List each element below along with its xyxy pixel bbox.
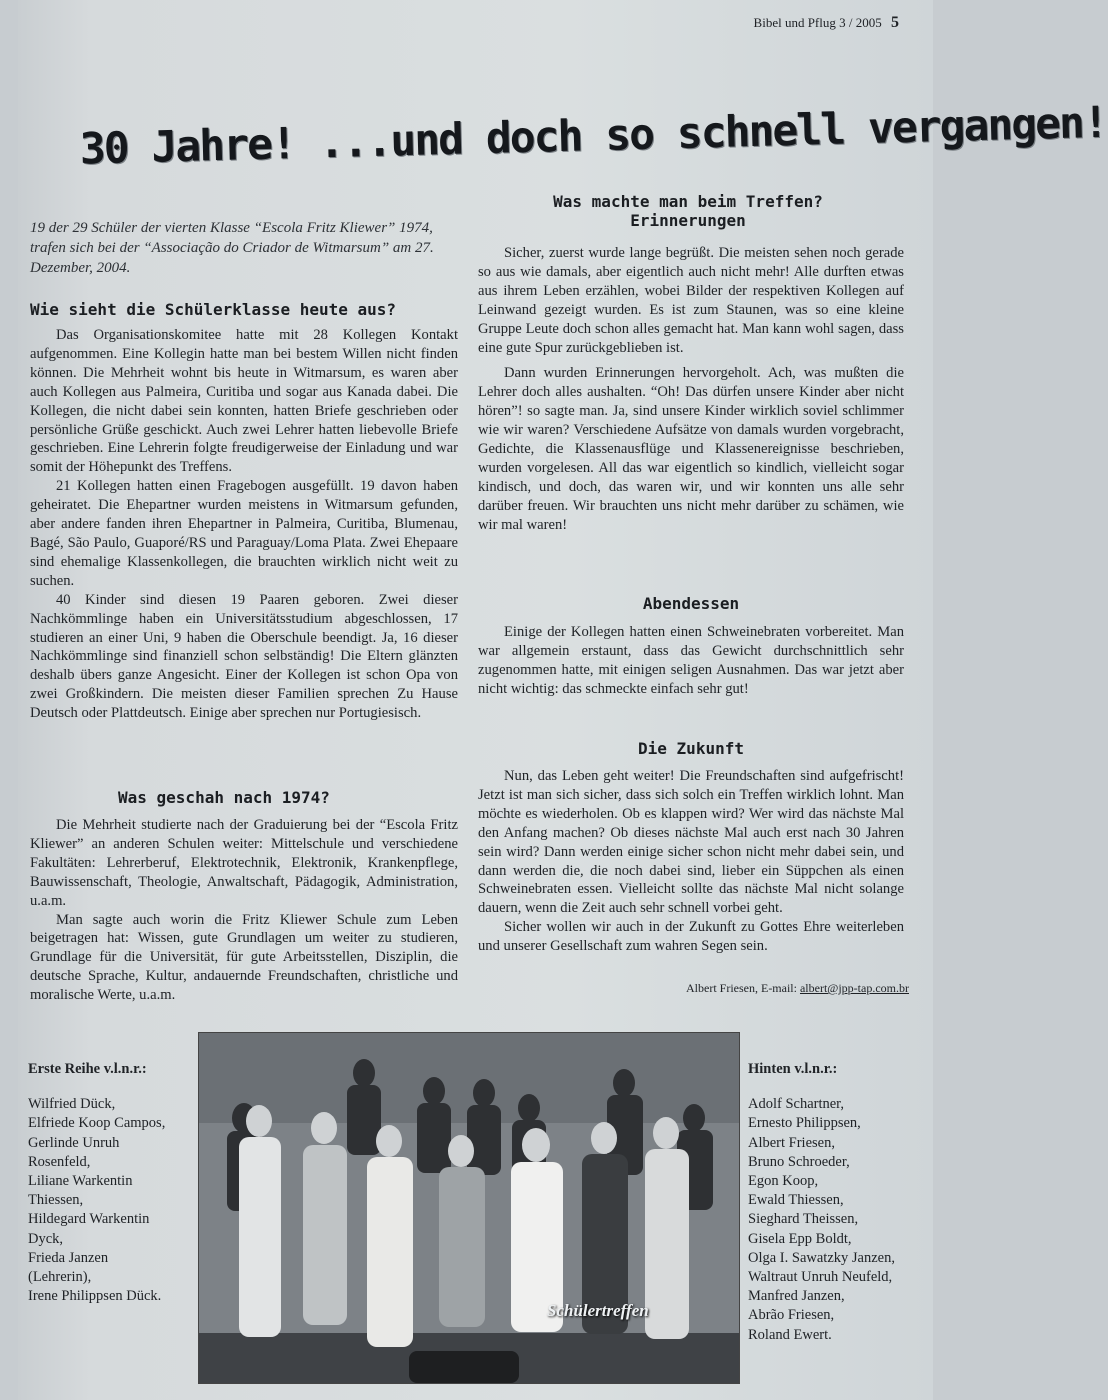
heading-line: Erinnerungen xyxy=(630,211,746,230)
left-column-part2 xyxy=(30,816,458,1005)
caption-front-row xyxy=(28,1060,165,1306)
paragraph: Nun, das Leben geht weiter! Die Freundschaften sind aufgefrischt! Jetzt ist man sich sicher, dass sich solch ein Treffen wirklich lohnt. Man möchte es wiederholen. Ob es klappen wird? Wer wird das nächste Mal den Anfang machen? Ob dieses nächste Mal auch erst nach 30 Jahren sein wird? Dann werden einige sicher schon nicht mehr dabei sein, und dann werden die, die noch dabei sind, lieber ein Süppchen als einen Schweinebraten essen. Vielleicht sollte das nächste Mal nicht solange dauern, wenn die Zeit auch sehr schnell vorbei geht. xyxy=(478,768,904,917)
caption-name: Manfred Janzen, xyxy=(748,1288,845,1305)
heading-meeting xyxy=(478,192,898,230)
heading-dinner: Abendessen xyxy=(642,594,740,613)
caption-name: Adolf Schartner, xyxy=(748,1096,845,1113)
caption-name: Waltraut Unruh Neufeld, xyxy=(748,1269,893,1286)
caption-name: Irene Philippsen Dück. xyxy=(28,1288,162,1305)
paragraph: Das Organisationskomitee hatte mit 28 Kollegen Kontakt aufgenommen. Eine Kollegin hatte man bei bestem Willen nicht finden können. Die Mehrheit wohnt bis heute in Witmarsum, es waren aber auch Kollegen aus Palmeira, Curitiba und sogar aus Kanada dabei. Die Kollegen, die nicht dabei sein konnten, hatten Briefe geschrieben oder persönliche Grüße geschickt. Auch zwei Lehrer hatten liebevolle Briefe geschrieben. Eine Lehrerin folgte freudigerweise der Einladung und war somit der Höhepunkt des Treffens. xyxy=(30,327,458,476)
name-list xyxy=(28,1095,165,1306)
caption-name: Bruno Schroeder, xyxy=(748,1153,850,1170)
name-list xyxy=(748,1095,895,1345)
caption-name: Hildegard Warkentin xyxy=(28,1211,150,1228)
author-signature xyxy=(686,981,909,996)
caption-name: Gerlinde Unruh xyxy=(28,1134,120,1151)
caption-name: Liliane Warkentin xyxy=(28,1173,133,1190)
heading-after-1974: Was geschah nach 1974? xyxy=(118,788,330,807)
author-name: Albert Friesen, E-mail: xyxy=(686,981,797,995)
paragraph: Man sagte auch worin die Fritz Kliewer Schule zum Leben beigetragen hat: Wissen, gute Grundlagen um weiter zu studieren, Grundlage für die Universität, für gute Arbeitsstellen, Disziplin, die deutsche Sprache, Kultur, andauernde Freundschaften, christliche und moralische Werte, u.a.m. xyxy=(30,911,458,1004)
caption-heading: Erste Reihe v.l.n.r.: xyxy=(28,1061,147,1077)
caption-name: Albert Friesen, xyxy=(748,1134,835,1151)
caption-name: Elfriede Koop Campos, xyxy=(28,1115,166,1132)
heading-line: Was machte man beim Treffen? xyxy=(553,192,823,211)
right-column-part3 xyxy=(478,767,904,956)
article-lead: 19 der 29 Schüler der vierten Klasse “Escola Fritz Kliewer” 1974, trafen sich bei der “Associação do Criador de Witmarsum” am 27. Dezember, 2004. xyxy=(30,220,434,276)
article-title: 30 Jahre! ...und doch so schnell vergangen! xyxy=(79,97,1108,175)
caption-heading: Hinten v.l.n.r.: xyxy=(748,1061,838,1077)
caption-name: Abrão Friesen, xyxy=(748,1307,835,1324)
right-column-part2 xyxy=(478,623,904,699)
caption-name: Sieghard Theissen, xyxy=(748,1211,859,1228)
paragraph: Dann wurden Erinnerungen hervorgeholt. Ach, was mußten die Lehrer doch alles aushalten. “Oh! Das dürfen unsere Kinder aber nicht hören”! so sagte man. Ja, sind unsere Kinder wirklich soviel schlimmer wie wir waren? Verschiedene Aufsätze von damals wurden vorgebracht, Gedichte, die Klassenausflüge und Klassenereignisse beschrieben, wurden vorgelesen. All das war eigentlich so kindlich, vielleicht sogar kindisch, und doch, das waren wir, und wir konnten uns alle sehr darüber freuen. Wir brauchten uns nicht mehr darüber zu schämen, wie wir mal waren! xyxy=(478,365,904,533)
caption-name: Wilfried Dück, xyxy=(28,1096,116,1113)
group-photo-illustration xyxy=(199,1033,739,1383)
caption-name: (Lehrerin), xyxy=(28,1269,92,1286)
magazine-name: Bibel und Pflug xyxy=(753,15,836,30)
issue-number: 3 / 2005 xyxy=(839,15,882,30)
caption-name: Frieda Janzen xyxy=(28,1249,109,1266)
heading-future: Die Zukunft xyxy=(638,739,744,758)
paragraph: Sicher, zuerst wurde lange begrüßt. Die meisten sehen noch gerade so aus wie damals, aber eigentlich auch nicht mehr! Alle durften etwas aus ihrem Leben erzählen, wobei Bilder der respektiven Kollegen auf Leinwand gezeigt wurden. Es ist zum Staunen, was so eine kleine Gruppe Leute doch schon alles gemacht hat. Man kann wohl sagen, dass eine gute Spur zurückgeblieben ist. xyxy=(478,245,904,356)
caption-name: Ernesto Philippsen, xyxy=(748,1115,861,1132)
caption-name: Thiessen, xyxy=(28,1192,84,1209)
right-column-part1 xyxy=(478,244,904,535)
paragraph: Die Mehrheit studierte nach der Graduierung bei der “Escola Fritz Kliewer” an anderen Schulen weiter: Mittelschule und verschiedene Fakultäten: Lehrerberuf, Elektrotechnik, Elektronik, Krankenpflege, Bauwissenschaft, Theologie, Anwaltschaft, Pädagogik, Administration, u.a.m. xyxy=(30,817,458,909)
caption-name: Dyck, xyxy=(28,1230,64,1247)
caption-name: Egon Koop, xyxy=(748,1173,819,1190)
caption-back-row xyxy=(748,1060,895,1345)
paragraph: Sicher wollen wir auch in der Zukunft zu Gottes Ehre weiterleben und unserer Gesellschaft zum wahren Segen sein. xyxy=(478,919,904,955)
caption-name: Rosenfeld, xyxy=(28,1153,91,1170)
page-number: 5 xyxy=(891,14,899,31)
photo-caption-label: Schülertreffen xyxy=(547,1301,649,1320)
heading-class-today: Wie sieht die Schülerklasse heute aus? xyxy=(30,300,397,319)
caption-name: Ewald Thiessen, xyxy=(748,1192,844,1209)
paragraph: Einige der Kollegen hatten einen Schweinebraten vorbereitet. Man war allgemein erstaunt, dass das Gewicht durchschnittlich sehr zugenommen hatte, mit einigen seligen Ausnahmen. Das war jetzt aber nicht wichtig: das schmeckte einfach sehr gut! xyxy=(478,624,904,697)
paragraph: 21 Kollegen hatten einen Fragebogen ausgefüllt. 19 davon haben geheiratet. Die Ehepartner wurden meistens in Witmarsum gefunden, aber andere fanden ihren Ehepartner in Palmeira, Curitiba, Blumenau, Bagé, São Paulo, Guaporé/RS und Paraguay/Loma Plata. Zwei Ehepaare sind ehemalige Klassenkollegen, die brauchten wirklich nicht weit zu suchen. xyxy=(30,478,458,589)
group-photo xyxy=(198,1032,740,1384)
caption-name: Gisela Epp Boldt, xyxy=(748,1230,852,1247)
caption-name: Roland Ewert. xyxy=(748,1326,832,1343)
author-email-link[interactable]: albert@jpp-tap.com.br xyxy=(799,981,909,995)
paragraph: 40 Kinder sind diesen 19 Paaren geboren. Zwei dieser Nachkömmlinge haben ein Universitätsstudium abgeschlossen, 17 studieren an einer Uni, 9 haben die Oberschule beendigt. Ja, 16 dieser Nachkömmlinge sind finanziell schon selbständig! Die Eltern glänzten deshalb übers ganze Angesicht. Einer der Kollegen ist schon Opa von zwei Großkindern. Die meisten dieser Familien sprechen Zu Hause Deutsch oder Plattdeutsch. Einige aber sprechen nur Portugiesisch. xyxy=(30,591,458,722)
page-header xyxy=(754,14,899,32)
caption-name: Olga I. Sawatzky Janzen, xyxy=(748,1249,895,1266)
left-column-part1 xyxy=(30,326,458,723)
